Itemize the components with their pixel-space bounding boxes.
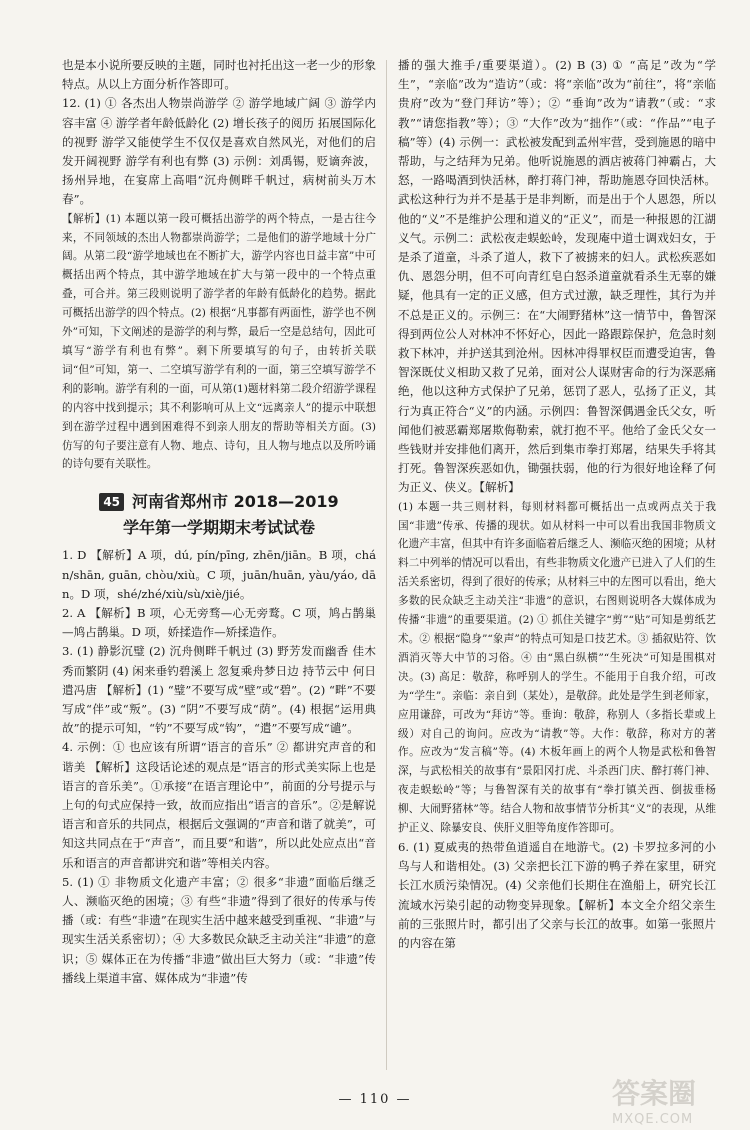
page-number: — 110 — [338,1092,412,1107]
q5-continued: 播的强大推手/重要渠道）。(2) B (3) ① “高足”改为“学生”，“亲临”改为“造访”（或：将“亲临”改为“前往”，将“亲临贵府”改为“登门拜访”等）；② “垂询”改为“请教”（或：“求教”“请您指教”等）；③ “大作”改为“拙作”（或：“作品”“电子稿”等）(4) 示例一：武松被发配到孟州牢营，受到施恩的暗中帮助，与之结拜为兄弟。他听说施恩的酒店被蒋门神霸占，大怒，一路喝酒到快活林，醉打蒋门神，帮助施恩夺回快活林。武松这种行为并不是基于是非判断，而是出于个人恩怨，所以他的“义”不是维护公理和道义的“正义”，而是一种报恩的江湖义气。示例二：武松夜走蜈蚣岭，发现庵中道士调戏妇女，于是杀了道童，斗杀了道人，救下了被掳来的妇人。武松疾恶如仇、恩怨分明，但不可向青红皂白怒杀道童就看杀生无辜的嫌疑，他具有一定的正义感，但方式过激，缺乏理性，其行为并不总是正义的。示例三：在“大闹野猪林”这一情节中，鲁智深得到两位公人对林冲不怀好心，因此一路跟踪保护，危急时刻救下林冲，并护送其到沧州。因林冲得罪权臣而遭受迫害，鲁智深既仗义相助又救了兄弟，面对公人谋财害命的行为深恶痛绝，他以这种方式保护了兄弟，惩罚了恶人，弘扬了正义，其行为真正符合“义”的内涵。示例四：鲁智深偶遇金氏父女，听闻他们被恶霸郑屠欺侮勒索，就打抱不平。他给了金氏父女一些钱财并安排他们离开，然后到集市拳打郑屠，结果失手将其打死。鲁智深疾恶如仇，锄强扶弱，他的行为很好地诠释了何为正义、侠义。【解析】 [398,58,716,495]
q12-answer: 12. (1) ① 各杰出人物崇尚游学 ② 游学地域广阔 ③ 游学内容丰富 ④ 游学者年龄低龄化 (2) 增长孩子的阅历 拓展国际化的视野 游学又能使学生不仅仅是喜欢自然风光，对他们的启发开阔视野 游学有利也有弊 (3) 示例：刘禹锡，贬谪奔波，扬州异地，在宴席上高唱“沉舟侧畔千帆过，病树前头万木春”。 [62,96,376,207]
q5-analysis: (1) 本题一共三则材料，每则材料都可概括出一点或两点关于我国“非遗”传承、传播的现状。如从材料一中可以看出我国非物质文化遗产丰富，但其中有许多面临着后继乏人、濒临灭绝的困境；从材料二中列举的情况可以看出，有些非物质文化遗产已进入了人们的生活关系密切，得到了很好的传承；从材料三中的左图可以看出，绝大多数的民众缺乏主动关注“非遗”的意识，右图则说明各大媒体成为传播“非遗”的重要渠道。(2) ① 抓住关键字“剪”“贴”可知是剪纸艺术。② 根据“隐身”“象声”的特点可知是口技艺术。③ 插叙贴符、饮酒消灭等大中节的习俗。④ 由“黑白纵横”“生死决”可知是围棋对决。(3) 高足：敬辞，称呼别人的学生。不能用于自我介绍，可改为“学生”。亲临：亲自到（某处），是敬辞。此处是学生到老师家，应用谦辞，可改为“拜访”等。垂询：敬辞，称别人（多指长辈或上级）对自己的询问。应改为“请教”等。大作：敬辞，称对方的著作。应改为“发言稿”等。(4) 木板年画上的两个人物是武松和鲁智深，与武松相关的故事有“景阳冈打虎、斗杀西门庆、醉打蒋门神、夜走蜈蚣岭”等；与鲁智深有关的故事有“拳打镇关西、倒拔垂杨柳、大闹野猪林”等。结合人物和故事情节分析其“义”的表现，从维护正义、除暴安良、侠肝义胆等角度作答即可。 [398,500,716,835]
column-divider [386,60,387,1070]
q5-answer: 5. (1) ① 非物质文化遗产丰富；② 很多“非遗”面临后继乏人、濒临灭绝的困境；③ 有些“非遗”得到了很好的传承与传播（或：有些“非遗”在现实生活中越来越受到重视、“非遗”与现实生活关系密切）；④ 大多数民众缺乏主动关注“非遗”的意识；⑤ 媒体正在为传播“非遗”做出巨大努力（或：“非遗”传播线上渠道丰富、媒体成为“非遗”传 [62,874,376,985]
watermark-logo [612,1072,732,1127]
right-column [398,56,716,953]
exam-section-header [62,490,376,540]
q3-answer: 3. (1) 静影沉璧 (2) 沉舟侧畔千帆过 (3) 野芳发而幽香 佳木秀而繁阴 (4) 闲来垂钓碧溪上 忽复乘舟梦日边 持节云中 何日遣冯唐 【解析】(1) “璧”不要写成“壁”或“碧”。(2) “畔”不要写成“伴”或“叛”。(3) “阴”不要写成“荫”。(4) 根据“运用典故”的提示可知，“钓”不要写成“钩”，“遣”不要写成“谴”。 [62,644,376,736]
q2-answer: 2. A 【解析】B 项，心无旁骛—心无旁鹜。C 项，鸠占鹊巢—鸠占鹊巢。D 项，娇揉造作—矫揉造作。 [62,605,376,640]
q4-answer: 4. 示例：① 也应该有所谓“语言的音乐” ② 都讲究声音的和谐美 【解析】这段话论述的观点是“语言的形式美实际上也是语言的音乐美”。①承接“在语言理论中”，前面的分号提示与上句的句式应保持一致，故而应指出“语言的音乐”。②是解说语言和音乐的共同点，根据后文强调的“声音和谐了就美”，可知这共同点在于“声音”，而且要“和谐”，所以此处应点出“音乐和语言的声音都讲究和谐”等相关内容。 [62,740,376,870]
section-number-badge: 45 [99,493,124,511]
intro-paragraph: 也是本小说所要反映的主题，同时也衬托出这一老一少的形象特点。从以上方面分析作答即可。 [62,58,376,92]
q1-answer: 1. D 【解析】A 项，dú, pín/pīng, zhēn/jiān。B 项，chán/shān, guān, chòu/xiù。C 项，juān/huān, yàu/yáo, dān。D 项，shé/zhé/xiù/sù/xiè/jié。 [62,548,376,601]
watermark-text: 答案圈 [612,1077,697,1110]
q12-analysis: 【解析】(1) 本题以第一段可概括出游学的两个特点，一是古往今来，不同领域的杰出人物都崇尚游学；二是他们的游学地域十分广阔。从第二段“游学地域也在不断扩大，游学内容也日益丰富”中可概括出两个特点，其中游学地域在扩大与第一段中的一个特点重叠，可合并。第三段则说明了游学者的年龄有低龄化的趋势。据此可概括出游学的四个特点。(2) 根据“凡事都有两面性，游学也不例外”可知，下文阐述的是游学的利与弊，最后一空是总结句，因此可填写“游学有利也有弊”。剩下所要填写的句子，由转折关联词“但”可知，第一、二空填写游学有利的一面，第三空填写游学不利的影响。游学有利的一面，可从第(1)题材料第二段介绍游学课程的内容中找到提示；其不利影响可从上文“远离亲人”的提示中联想到在游学过程中遇到困难得不到亲人朋友的帮助等相关方面。(3) 仿写的句子要注意有人物、地点、诗句，且人物与地点以及所吟诵的诗句要有关联性。 [62,212,376,471]
section-title-line1: 河南省郑州市 2018—2019 [132,492,339,512]
watermark-url: MXQE.COM [612,1112,694,1127]
section-title-line2: 学年第一学期期末考试试卷 [122,518,315,538]
q6-answer: 6. (1) 夏威夷的热带鱼逍遥自在地游弋。(2) 卡罗拉多河的小鸟与人和谐相处。(3) 父亲把长江下游的鸭子养在家里，研究长江水质污染情况。(4) 父亲他们长期住在渔船上，研究长江流域水污染引起的动物变异现象。【解析】本文全介绍父亲生前的三张照片时，都引出了父亲与长江的故事。如第一张照片的内容在第 [398,839,716,950]
left-column [62,56,376,988]
